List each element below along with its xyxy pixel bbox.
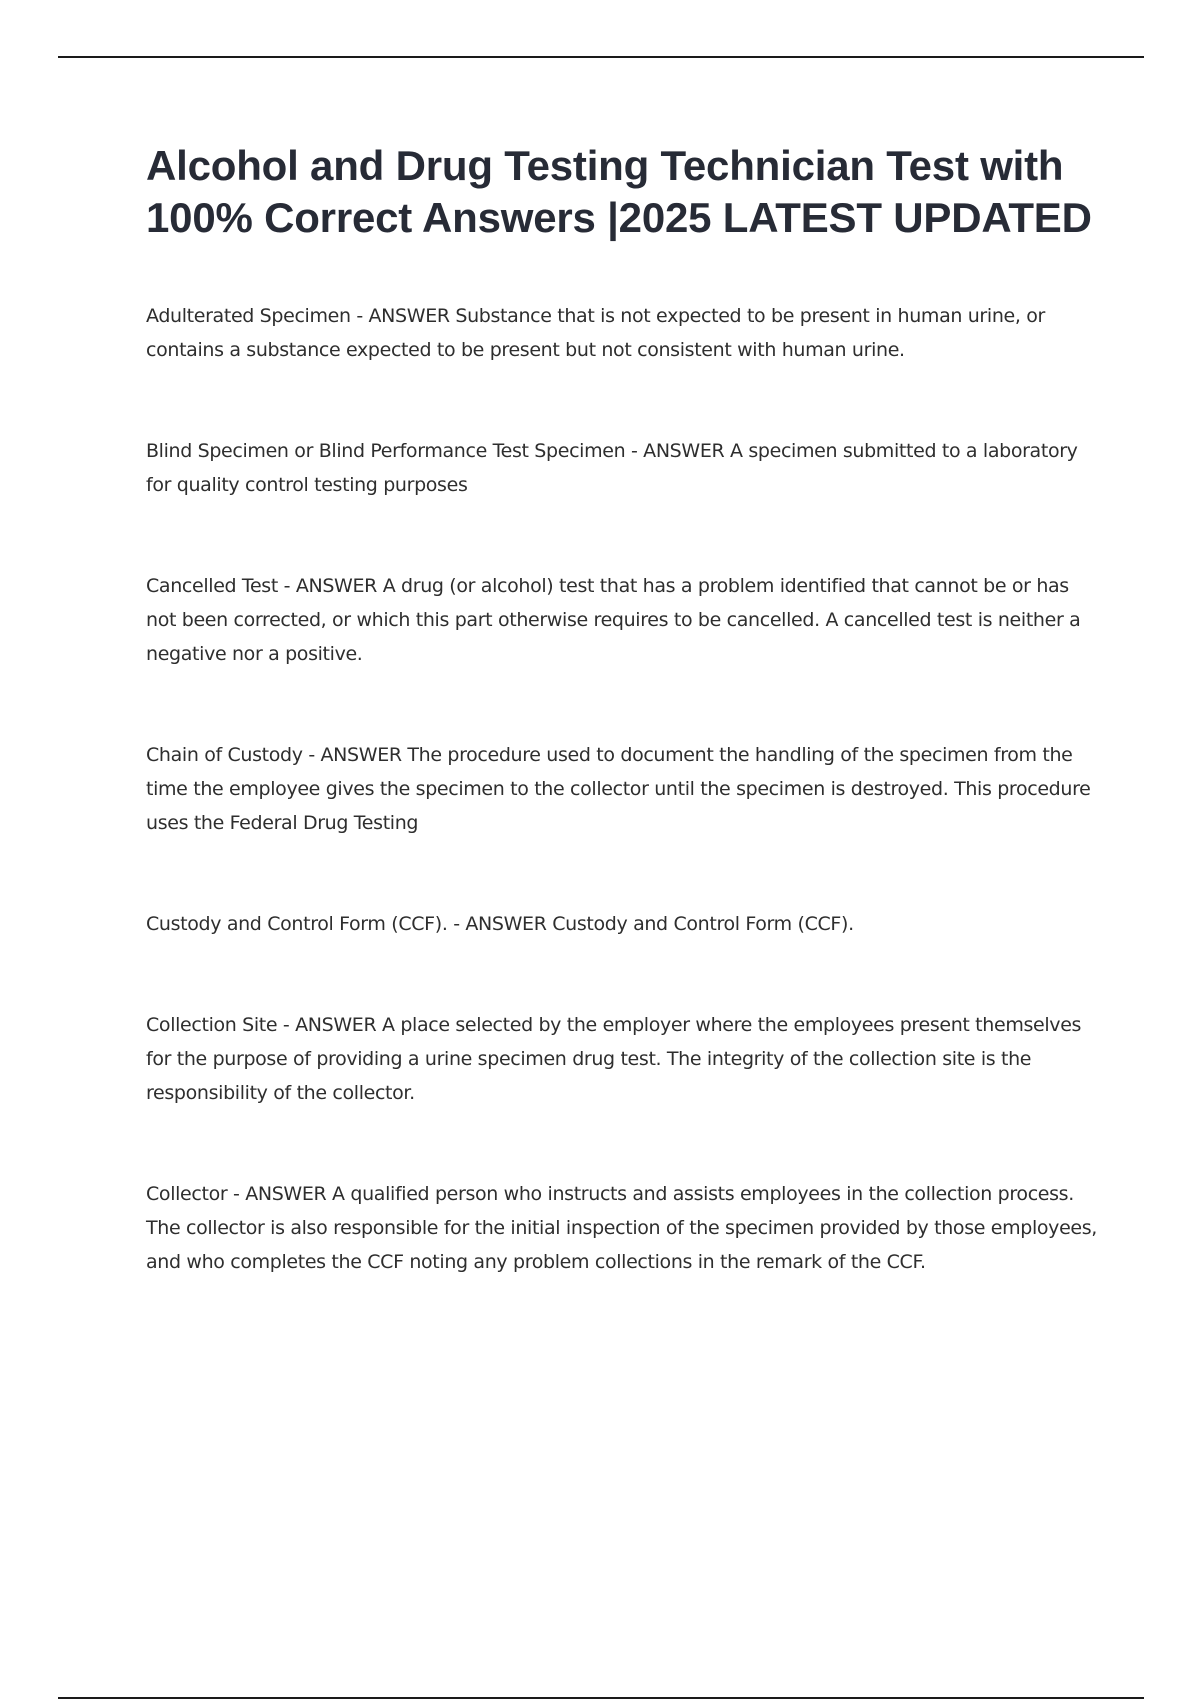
answer-entry-adulterated-specimen: Adulterated Specimen - ANSWER Substance that is not expected to be present in human urine, or contains a substance expected to be present but not consistent with human urine.	[146, 305, 1045, 361]
top-divider	[58, 56, 1144, 58]
answer-entry-collection-site: Collection Site - ANSWER A place selected by the employer where the employees present themselves for the purpose of providing a urine specimen drug test. The integrity of the collection site is the responsibility of the collector.	[146, 1014, 1082, 1104]
document-body	[146, 140, 1101, 1346]
bottom-divider	[58, 1697, 1144, 1699]
answer-entry-cancelled-test: Cancelled Test - ANSWER A drug (or alcohol) test that has a problem identified that cannot be or has not been corrected, or which this part otherwise requires to be cancelled. A cancelled test is neither a negative nor a positive.	[146, 575, 1081, 665]
answer-entry-chain-of-custody: Chain of Custody - ANSWER The procedure used to document the handling of the specimen from the time the employee gives the specimen to the collector until the specimen is destroyed. This procedure uses the Federal Drug Testing	[146, 744, 1091, 834]
answer-entry-collector: Collector - ANSWER A qualified person who instructs and assists employees in the collection process. The collector is also responsible for the initial inspection of the specimen provided by those employees, and who completes the CCF noting any problem collections in the remark of the CCF.	[146, 1183, 1097, 1273]
answer-entry-custody-control-form: Custody and Control Form (CCF). - ANSWER Custody and Control Form (CCF).	[146, 913, 854, 935]
answer-list	[146, 299, 1101, 1279]
document-title: Alcohol and Drug Testing Technician Test with 100% Correct Answers |2025 LATEST UPDATED	[146, 142, 1092, 241]
answer-entry-blind-specimen: Blind Specimen or Blind Performance Test Specimen - ANSWER A specimen submitted to a laboratory for quality control testing purposes	[146, 440, 1078, 496]
